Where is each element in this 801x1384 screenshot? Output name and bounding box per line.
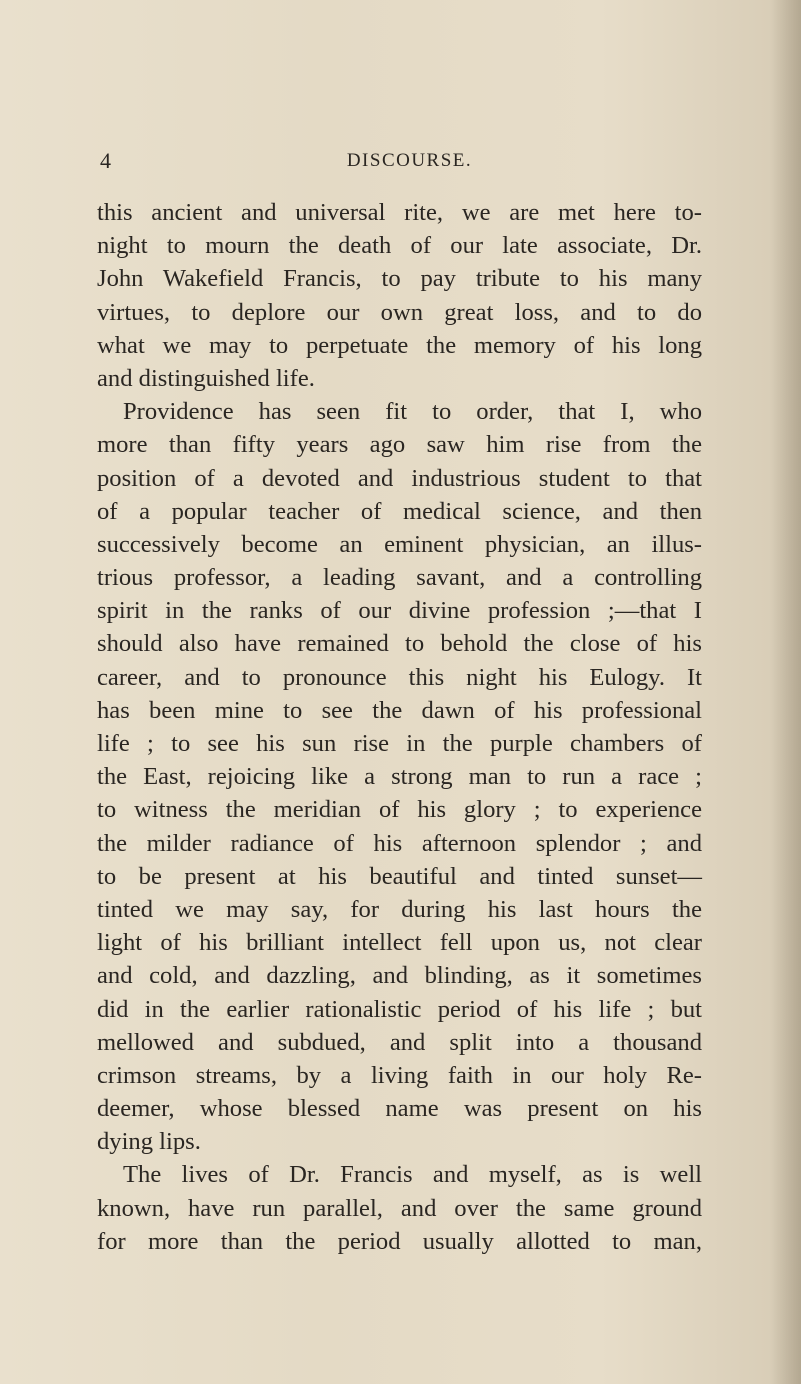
running-head: DISCOURSE.: [346, 150, 473, 171]
text-line: trious professor, a leading savant, and a controlling: [97, 564, 702, 592]
text-line: successively become an eminent physician, an illus-: [97, 530, 702, 558]
text-line: light of his brilliant intellect fell upon us, not clear: [97, 929, 702, 957]
text-line: should also have remained to behold the close of his: [97, 630, 702, 658]
body-text: [97, 196, 702, 1258]
text-line: Providence has seen fit to order, that I, who: [123, 398, 702, 426]
text-line: more than fifty years ago saw him rise from the: [97, 431, 702, 459]
text-line: night to mourn the death of our late associate, Dr.: [97, 232, 702, 260]
text-line: mellowed and subdued, and split into a thousand: [97, 1028, 702, 1056]
text-line: known, have run parallel, and over the same ground: [97, 1194, 702, 1222]
text-line: to witness the meridian of his glory ; to experience: [97, 796, 702, 824]
text-line: for more than the period usually allotted to man,: [97, 1227, 702, 1255]
text-line: dying lips.: [97, 1128, 201, 1156]
text-line: the milder radiance of his afternoon splendor ; and: [97, 829, 702, 857]
text-line: John Wakefield Francis, to pay tribute to his many: [97, 265, 702, 293]
text-line: did in the earlier rationalistic period of his life ; but: [97, 995, 702, 1023]
text-line: virtues, to deplore our own great loss, and to do: [97, 298, 702, 326]
page-header: [100, 146, 705, 176]
text-line: this ancient and universal rite, we are met here to-: [97, 199, 702, 226]
text-line: career, and to pronounce this night his Eulogy. It: [97, 663, 702, 691]
text-line: spirit in the ranks of our divine profession ;—that I: [97, 597, 702, 625]
text-line: crimson streams, by a living faith in our holy Re-: [97, 1061, 702, 1089]
text-line: what we may to perpetuate the memory of his long: [97, 331, 702, 359]
text-line: tinted we may say, for during his last hours the: [97, 895, 702, 923]
text-line: the East, rejoicing like a strong man to run a race ;: [97, 763, 702, 791]
text-line: and distinguished life.: [97, 364, 315, 392]
text-line: life ; to see his sun rise in the purple chambers of: [97, 730, 702, 757]
page-number: 4: [100, 148, 111, 173]
text-line: has been mine to see the dawn of his professional: [97, 696, 702, 724]
page-edge-shadow: [771, 0, 801, 1384]
text-line: The lives of Dr. Francis and myself, as is well: [123, 1161, 702, 1189]
text-line: deemer, whose blessed name was present on his: [97, 1095, 702, 1123]
text-line: position of a devoted and industrious student to that: [97, 464, 702, 492]
text-line: to be present at his beautiful and tinted sunset—: [97, 862, 702, 890]
text-line: of a popular teacher of medical science, and then: [97, 497, 702, 525]
text-line: and cold, and dazzling, and blinding, as it sometimes: [97, 962, 702, 990]
